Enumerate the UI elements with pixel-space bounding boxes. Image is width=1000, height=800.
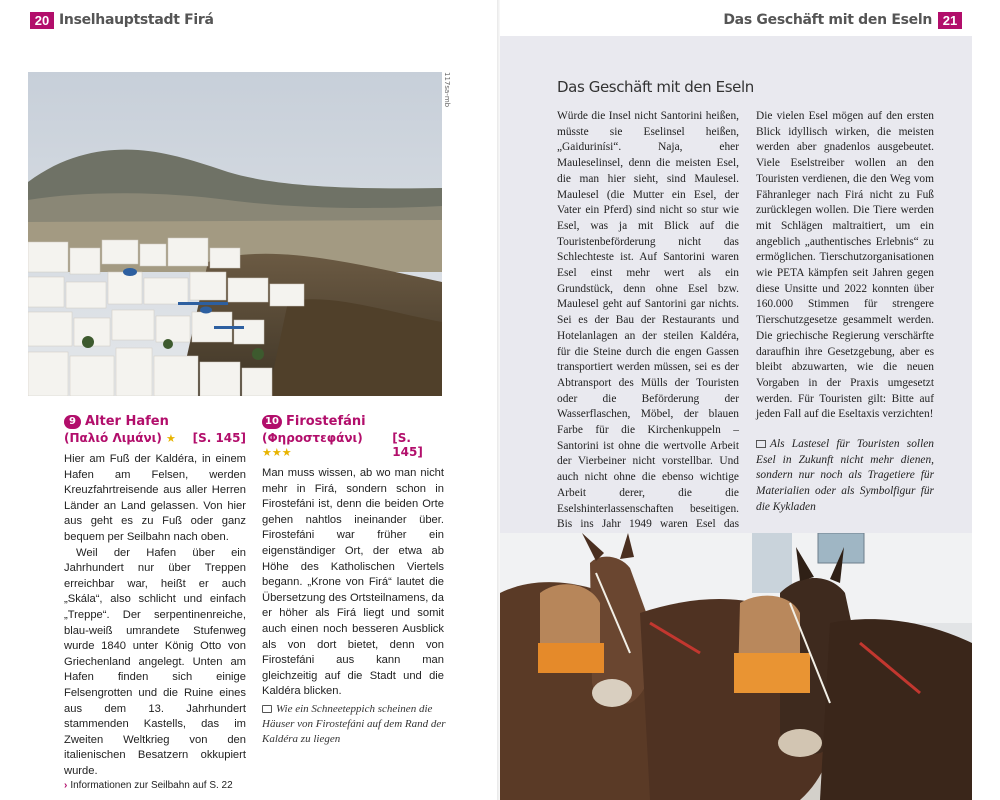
right-page — [500, 0, 1000, 800]
sight-entry-firostefani — [262, 414, 444, 700]
fira-landscape-image — [28, 72, 442, 396]
info-box-column-1: Würde die Insel nicht Santorini heißen, müsste sie Eselinsel heißen, „Gaidurinísi“. Naja, eher Mauleselinsel, denn die meisten Esel, die man hier sieht, sind Maulesel. Maulesel (die Mutter ein Esel, der Vater ein Pferd) sind nicht so stur wie Esel, was ja mit Blick auf die Touristenbeförderung nicht das Schlechteste ist. Auf Santorini waren Esel einst mehr wert als ein Grundstück, denn ohne Esel bzw. Maulesel geht auf Santorini gar nichts. Sei es der Bau der Restaurants und Hotelanlagen an der steilen Kaldéra, für die Steine durch die engen Gassen transportiert werden müssen, sei es der Abtransport des Mülls der Touristen oder die Beförderung der Wasserflaschen, Möbel, der blauen Farbe für die Kirchenkuppeln – Santorini ist ohne die wertvolle Arbeit der Vierbeiner nicht vorstellbar. Und auch nicht ohne die ebenso wichtige Arbeit derer, die die Eselshinterlassenschaften beseitigen. Bis ins Jahr 1949 waren Esel das — [557, 110, 739, 531]
sight-greek-name: (Παλιό Λιμάνι) — [64, 431, 162, 445]
sight-entry-alter-hafen — [64, 414, 246, 791]
info-box-column-2 — [756, 109, 934, 516]
sight-name: Alter Hafen — [85, 414, 169, 429]
donkeys-image — [500, 533, 972, 800]
sight-greek-name: (Φηροστεφάνι) — [262, 431, 363, 445]
page-number-left: 20 — [30, 12, 54, 29]
info-box-title: Das Geschäft mit den Eseln — [557, 78, 754, 96]
star-rating: ★★★ — [262, 446, 292, 459]
photo-caption-left — [262, 702, 446, 747]
cross-reference-text: Informationen zur Seilbahn auf S. 22 — [70, 780, 233, 792]
page-number-right: 21 — [938, 12, 962, 29]
star-rating: ★ — [166, 432, 176, 445]
cross-reference-link[interactable] — [64, 780, 246, 791]
right-running-title: Das Geschäft mit den Eseln — [723, 12, 932, 28]
photo-caption-right — [756, 437, 934, 516]
sight-description — [262, 466, 444, 700]
sight-paragraph: Man muss wissen, ab wo man nicht mehr in Firá, sondern schon in Firostefáni ist, denn die beiden Orte gehen nahtlos ineinander über. Firostefáni war früher ein eigenständiger Ort, der etwa ab Höhe des Katholischen Viertels begann. „Krone von Firá“ lautet die Übersetzung des Ortsteilnamens, da er höher als Firá liegt und somit auch einen noch besseren Ausblick als von dort bietet, denn von Firostefáni aus kann man gleichzeitig auf die Stadt und die Kaldéra blicken. — [262, 467, 444, 698]
sight-paragraph: Weil der Hafen über ein Jahrhundert nur über Treppen erreichbar war, heißt er auch „Skála“, also schlicht und einfach „Treppe“. Der serpentinenreiche, blau-weiß umrandete Stufenweg wurde 1840 unter König Otto von Griechenland angelegt. Unten am Hafen finden sich einige Felsengrotten und die Ruine eines aus dem 13. Jahrhundert stammenden Kastells, das im Zweiten Weltkrieg von den italienischen Besatzern okkupiert wurde. — [64, 546, 246, 777]
map-page-reference[interactable]: [S. 145] — [192, 431, 246, 445]
sight-name: Firostefáni — [286, 414, 366, 429]
sight-paragraph: Hier am Fuß der Kaldéra, in einem Hafen am Felsen, werden Kreuzfahrtreisende aus aller Herren Länder an Land gelassen. Von hier aus geht es zu Fuß oder ganz bequem per Seilbahn nach oben. — [64, 453, 246, 543]
sight-description — [64, 452, 246, 779]
info-box-column-2-text: Die vielen Esel mögen auf den ersten Blick idyllisch wirken, die meisten werden aber gnadenlos ausgebeutet. Viele Eselstreiber wollen an den Touristen verdienen, die den Weg vom Fähranleger nach Firá nicht zu Fuß zurücklegen wollen. Die Tiere werden mit Schlägen maltraitiert, um ein angeblich „authentisches Erlebnis“ zu ermöglichen. Tierschutzorganisationen wie PETA kämpfen seit Jahren gegen diese Unsitte und 2022 konnten über 160.000 Stimmen für strengere Tierschutzgesetze gesammelt werden. Die griechische Regierung verschärfte daraufhin ihre Gesetzgebung, aber es bleibt abzuwarten, wie die neuen Vorgaben in der Praxis umgesetzt werden. Für Touristen gilt: Bitte auf jeden Fall auf die Eseltaxis verzichten! — [756, 110, 934, 421]
photo-caption-text: Wie ein Schneeteppich scheinen die Häuser von Firostefáni auf dem Rand der Kaldéra zu liegen — [262, 703, 446, 745]
info-box — [500, 36, 972, 533]
map-page-reference[interactable]: [S. 145] — [392, 431, 423, 459]
left-running-title: Inselhauptstadt Firá — [59, 12, 214, 28]
photo-caption-text: Als Lastesel für Touristen sollen Esel in Zukunft nicht mehr dienen, sondern nur noch als Tragetiere für Materialien oder als Symbolfigur für die Kykladen — [756, 438, 934, 513]
camera-icon — [756, 440, 766, 448]
camera-icon — [262, 705, 272, 713]
sight-number-badge: 10 — [262, 415, 282, 429]
photo-credit-left: 117sa-mb — [443, 72, 451, 108]
fira-landscape-photo — [28, 72, 442, 396]
sight-number-badge: 9 — [64, 415, 81, 429]
donkeys-photo — [500, 533, 972, 800]
chevron-right-icon: › — [64, 780, 68, 792]
